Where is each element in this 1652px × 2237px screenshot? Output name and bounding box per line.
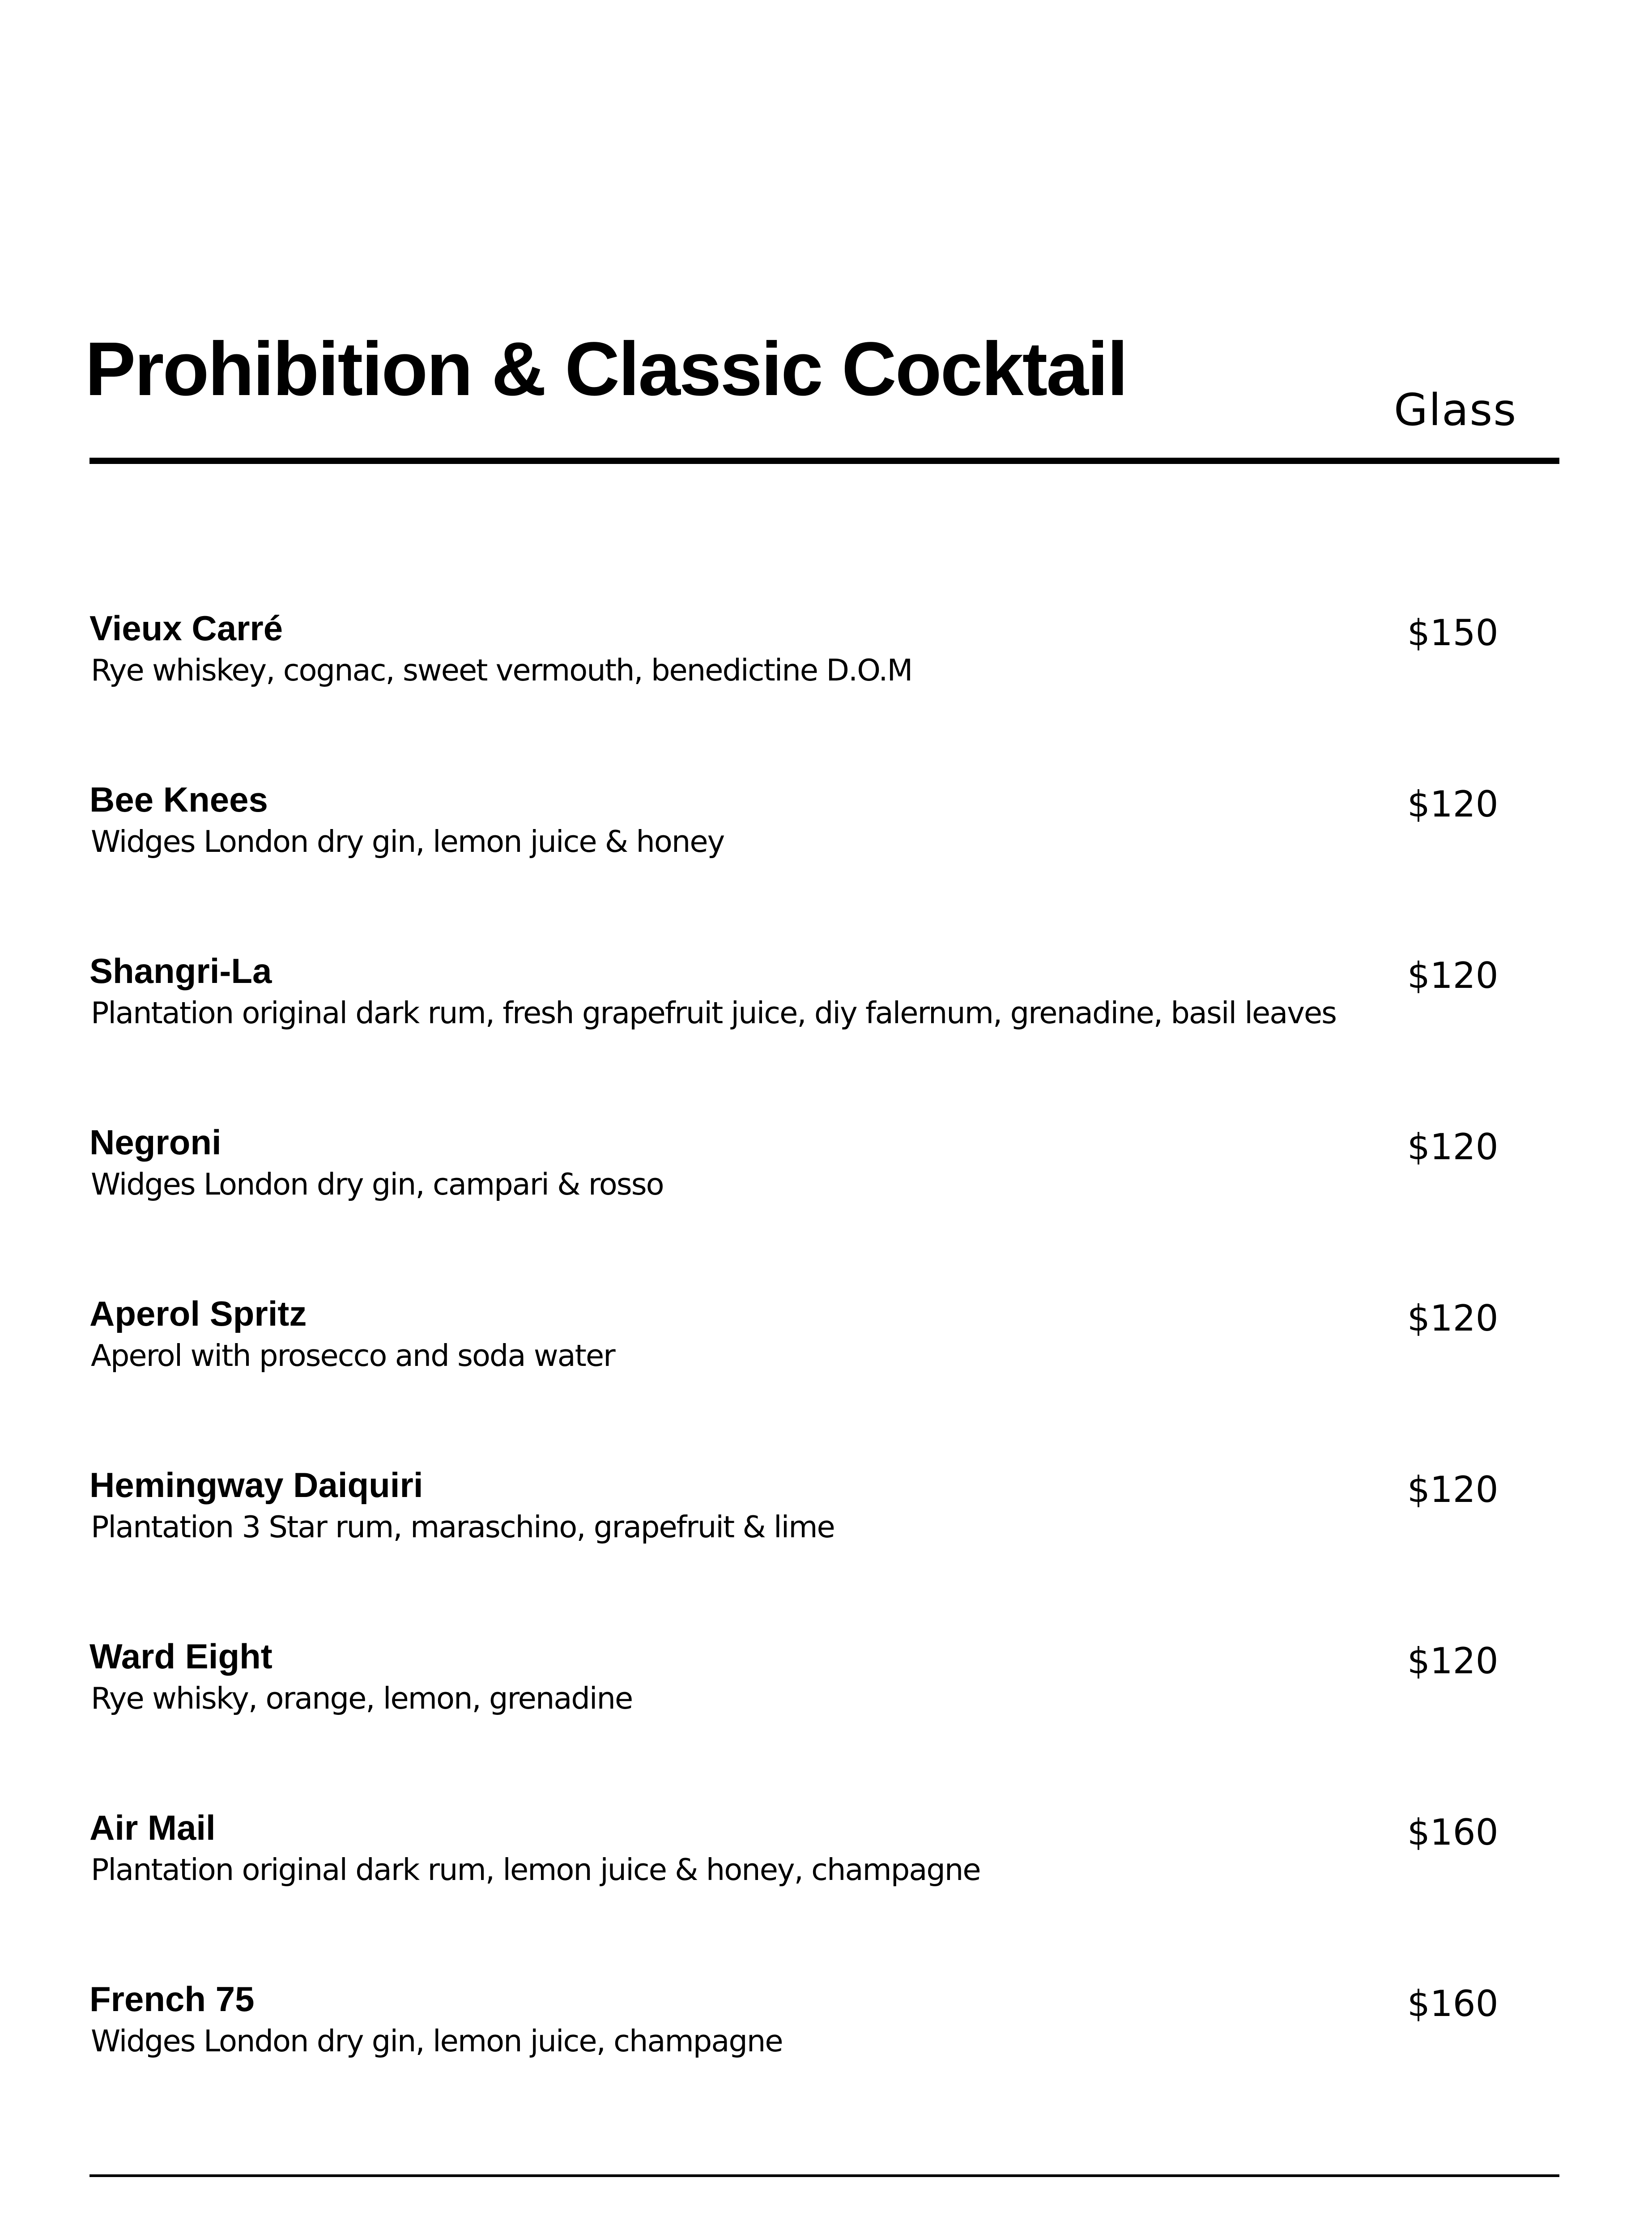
item-price: $160 [1407, 1983, 1499, 2024]
item-description: Plantation original dark rum, lemon juice & honey, champagne [91, 1852, 980, 1887]
menu-item [0, 608, 1652, 782]
menu-item [0, 782, 1652, 953]
price-column-label: Glass [1394, 385, 1517, 436]
menu-item [0, 953, 1652, 1125]
item-name: Air Mail [89, 1808, 216, 1847]
menu-item [0, 1810, 1652, 1982]
item-name: Ward Eight [89, 1637, 272, 1676]
menu-item [0, 1639, 1652, 1810]
item-price: $120 [1407, 1469, 1499, 1510]
menu-item [0, 1296, 1652, 1467]
item-description: Rye whisky, orange, lemon, grenadine [91, 1681, 633, 1716]
cocktail-list [0, 608, 1652, 2153]
item-price: $120 [1407, 1640, 1499, 1682]
item-description: Plantation 3 Star rum, maraschino, grapefruit & lime [91, 1510, 835, 1544]
item-description: Aperol with prosecco and soda water [91, 1338, 615, 1373]
menu-item [0, 1125, 1652, 1296]
item-description: Widges London dry gin, campari & rosso [91, 1167, 664, 1202]
menu-title: Prohibition & Classic Cocktail [85, 327, 1127, 412]
item-name: French 75 [89, 1979, 255, 2019]
item-name: Bee Knees [89, 780, 268, 819]
item-description: Plantation original dark rum, fresh grapefruit juice, diy falernum, grenadine, basil leaves [91, 995, 1337, 1030]
item-price: $120 [1407, 955, 1499, 996]
item-price: $160 [1407, 1812, 1499, 1853]
item-name: Vieux Carré [89, 608, 283, 648]
menu-item [0, 1467, 1652, 1639]
item-name: Shangri-La [89, 951, 272, 991]
item-price: $150 [1407, 612, 1499, 654]
menu-item [0, 1979, 1652, 2153]
item-name: Hemingway Daiquiri [89, 1465, 423, 1505]
item-price: $120 [1407, 783, 1499, 825]
footer-divider [89, 2174, 1559, 2177]
item-name: Negroni [89, 1123, 221, 1162]
item-description: Widges London dry gin, lemon juice, champagne [91, 2024, 783, 2058]
item-description: Rye whiskey, cognac, sweet vermouth, benedictine D.O.M [91, 653, 912, 688]
item-name: Aperol Spritz [89, 1294, 307, 1333]
header-divider [89, 458, 1559, 464]
item-description: Widges London dry gin, lemon juice & honey [91, 824, 724, 859]
item-price: $120 [1407, 1297, 1499, 1339]
item-price: $120 [1407, 1126, 1499, 1168]
